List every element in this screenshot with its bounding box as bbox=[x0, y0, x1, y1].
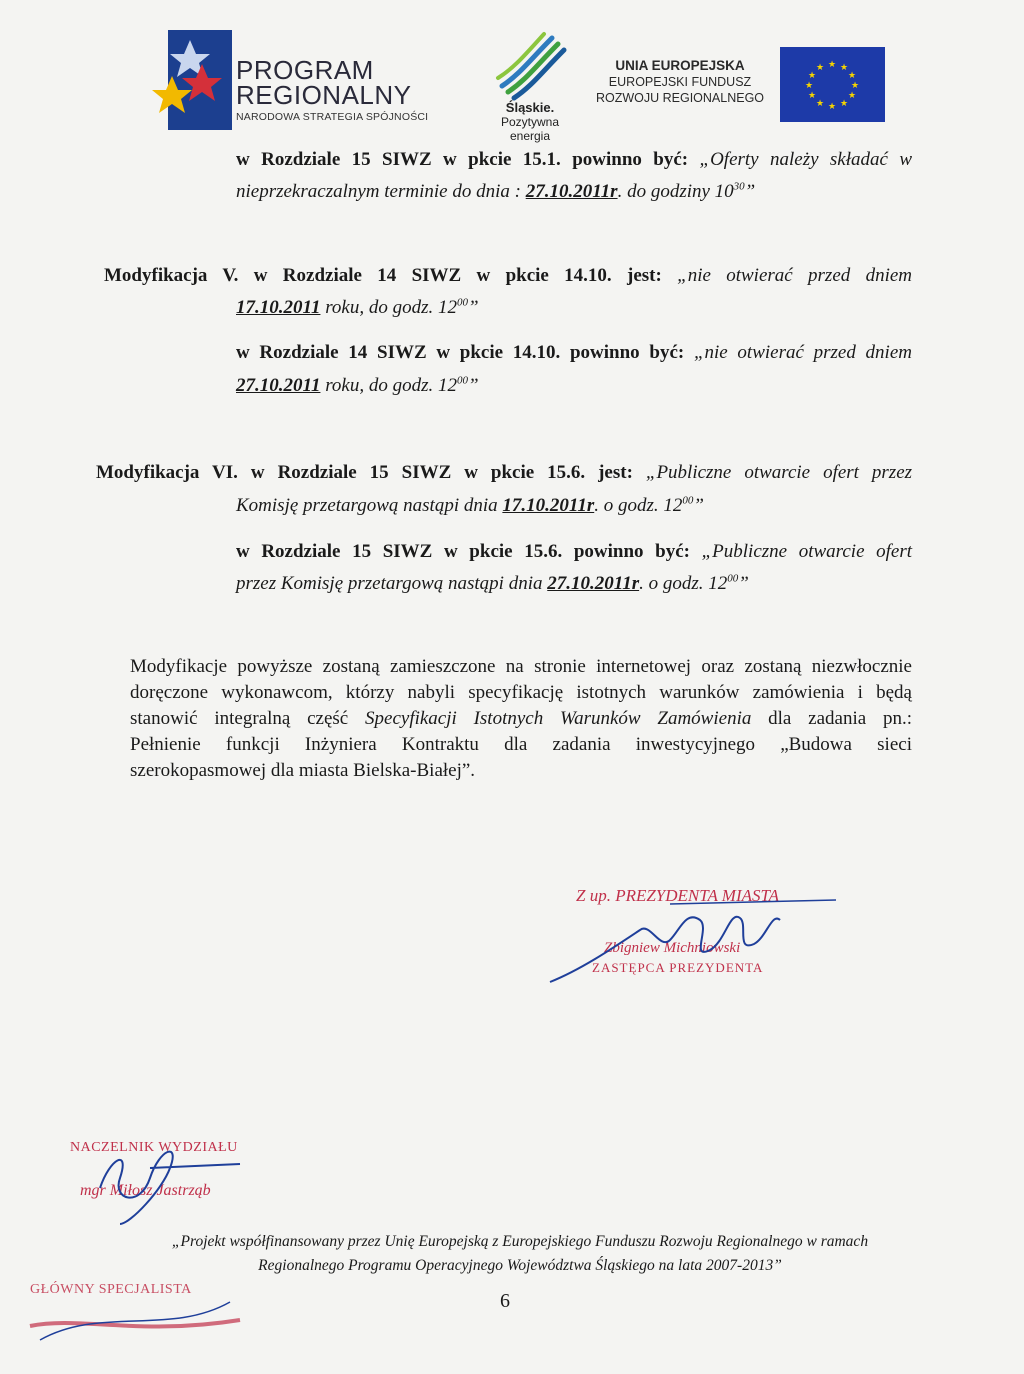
footer-line1: „Projekt współfinansowany przez Unię Europejską z Europejskiego Funduszu Rozwoju Regionalnego w ramach bbox=[171, 1233, 869, 1250]
program-regionalny-text bbox=[236, 55, 429, 123]
summary-row3b: Specyfikacji Istotnych Warunków Zamówienia bbox=[365, 708, 752, 729]
mod5-line4 bbox=[236, 374, 479, 398]
mod5-close: ” bbox=[467, 297, 479, 318]
block1-date: 27.10.2011r bbox=[525, 181, 618, 202]
svg-text:★: ★ bbox=[839, 63, 849, 73]
block1-quote-b: nieprzekraczalnym terminie do dnia : bbox=[236, 181, 521, 202]
mod6-line2 bbox=[236, 494, 704, 518]
mod5-line1 bbox=[104, 264, 912, 288]
program-line1: PROGRAM bbox=[236, 55, 374, 85]
summary-row3c: dla zadania pn.: bbox=[751, 708, 912, 729]
mod6-date-new: 27.10.2011r bbox=[547, 573, 640, 594]
mod6-close2: ” bbox=[738, 573, 749, 594]
mod6-quote2-c: . o godz. 12 bbox=[639, 573, 728, 594]
svg-text:★: ★ bbox=[827, 102, 837, 112]
mod5-label: Modyfikacja V. bbox=[104, 265, 239, 286]
mod6-line1 bbox=[96, 461, 912, 485]
block1-line2 bbox=[236, 180, 755, 204]
slaskie-name: Śląskie. bbox=[505, 100, 555, 115]
mod6-quote-c: . o godz. 12 bbox=[594, 495, 683, 516]
block1-lead: w Rozdziale 15 SIWZ w pkcie 15.1. powinno być: bbox=[236, 149, 689, 170]
signature-left-title: NACZELNIK WYDZIAŁU bbox=[70, 1140, 238, 1155]
mod6-quote2-a: „Publiczne otwarcie ofert bbox=[701, 541, 913, 562]
eu-line1: UNIA EUROPEJSKA bbox=[615, 58, 745, 73]
slaskie-logo bbox=[480, 30, 580, 143]
signature-right-title: ZASTĘPCA PREZYDENTA bbox=[592, 960, 764, 975]
summary-row3 bbox=[130, 706, 912, 732]
program-subtitle: NARODOWA STRATEGIA SPÓJNOŚCI bbox=[236, 111, 429, 123]
program-regionalny-emblem-icon bbox=[150, 30, 232, 130]
mod5-sup: 00 bbox=[456, 296, 468, 309]
block1-line1 bbox=[236, 148, 912, 172]
mod6-quote-a: „Publiczne otwarcie ofert przez bbox=[645, 462, 913, 483]
bottom-stamp-title: GŁÓWNY SPECJALISTA bbox=[30, 1282, 192, 1297]
eu-fund-text bbox=[592, 58, 768, 106]
footer-line2: Regionalnego Programu Operacyjnego Województwa Śląskiego na lata 2007-2013” bbox=[258, 1257, 782, 1274]
mod6-sup2: 00 bbox=[727, 572, 739, 585]
mod6-date-old: 17.10.2011r bbox=[502, 495, 595, 516]
slaskie-tagline: Pozytywna energia bbox=[500, 115, 560, 143]
signature-right-handwriting-icon bbox=[540, 890, 840, 990]
block1-quote-a: „Oferty należy składać w bbox=[699, 149, 913, 170]
svg-text:★: ★ bbox=[804, 81, 814, 91]
summary-row1: Modyfikacje powyższe zostaną zamieszczone na stronie internetowej oraz zostaną niezwłocznie bbox=[130, 656, 912, 677]
summary-row3a: stanowić integralną część bbox=[130, 708, 366, 729]
mod6-line3 bbox=[236, 540, 912, 564]
mod5-lead: w Rozdziale 14 SIWZ w pkcie 14.10. jest: bbox=[253, 265, 662, 286]
mod6-lead2: w Rozdziale 15 SIWZ w pkcie 15.6. powinno być: bbox=[236, 541, 690, 562]
eu-line2: EUROPEJSKI FUNDUSZ bbox=[608, 75, 752, 89]
block1-close: ” bbox=[744, 181, 756, 202]
block1-sup: 30 bbox=[733, 180, 745, 193]
svg-text:★: ★ bbox=[815, 99, 825, 109]
mod5-sup2: 00 bbox=[456, 374, 468, 387]
mod5-date-old: 17.10.2011 bbox=[236, 297, 321, 318]
mod6-quote-b: Komisję przetargową nastąpi dnia bbox=[236, 495, 503, 516]
program-line2: REGIONALNY bbox=[236, 80, 412, 110]
bottom-stamp-signature-icon bbox=[20, 1296, 250, 1346]
signature-right-name: Zbigniew Michniowski bbox=[604, 940, 741, 956]
signature-right-authority: Z up. PREZYDENTA MIASTA bbox=[576, 886, 780, 905]
mod5-line2 bbox=[236, 296, 479, 320]
mod6-lead: w Rozdziale 15 SIWZ w pkcie 15.6. jest: bbox=[250, 462, 633, 483]
svg-text:★: ★ bbox=[807, 91, 817, 101]
mod5-line3 bbox=[236, 341, 912, 365]
mod5-lead2: w Rozdziale 14 SIWZ w pkcie 14.10. powinno być: bbox=[236, 342, 685, 363]
summary-row2: doręczone wykonawcom, którzy nabyli specyfikację istotnych warunków zamówienia i będą bbox=[130, 682, 912, 703]
mod5-quote-a: „nie otwierać przed dniem bbox=[677, 265, 913, 286]
mod5-date-new: 27.10.2011 bbox=[236, 375, 321, 396]
eu-flag-icon bbox=[780, 47, 885, 122]
page-number: 6 bbox=[500, 1290, 510, 1312]
slaskie-wave-icon bbox=[490, 30, 570, 102]
program-regionalny-logo bbox=[150, 30, 460, 130]
mod5-close2: ” bbox=[467, 375, 479, 396]
summary-paragraph bbox=[130, 654, 912, 784]
mod5-quote-b: roku, do godz. 12 bbox=[320, 297, 457, 318]
mod6-close: ” bbox=[693, 495, 704, 516]
signature-left-name: mgr Miłosz Jastrząb bbox=[80, 1182, 211, 1199]
svg-text:★: ★ bbox=[815, 63, 825, 73]
mod5-quote2-b: roku, do godz. 12 bbox=[320, 375, 457, 396]
mod6-sup: 00 bbox=[682, 494, 694, 507]
svg-text:★: ★ bbox=[847, 71, 857, 81]
block1-quote-c: . do godziny 10 bbox=[617, 181, 734, 202]
svg-text:★: ★ bbox=[839, 99, 849, 109]
signature-left-handwriting-icon bbox=[90, 1128, 260, 1228]
mod6-label: Modyfikacja VI. bbox=[96, 462, 238, 483]
summary-row5: szerokopasmowej dla miasta Bielska-Białej”. bbox=[130, 760, 476, 781]
svg-text:★: ★ bbox=[827, 60, 837, 70]
mod5-quote2-a: „nie otwierać przed dniem bbox=[693, 342, 912, 363]
mod6-line4 bbox=[236, 572, 749, 596]
summary-row4: Pełnienie funkcji Inżyniera Kontraktu dla zadania inwestycyjnego „Budowa sieci bbox=[130, 734, 912, 755]
mod6-quote2-b: przez Komisję przetargową nastąpi dnia bbox=[236, 573, 548, 594]
eu-line3: ROZWOJU REGIONALNEGO bbox=[595, 91, 765, 105]
svg-text:★: ★ bbox=[807, 71, 817, 81]
svg-text:★: ★ bbox=[847, 91, 857, 101]
svg-text:★: ★ bbox=[850, 81, 860, 91]
